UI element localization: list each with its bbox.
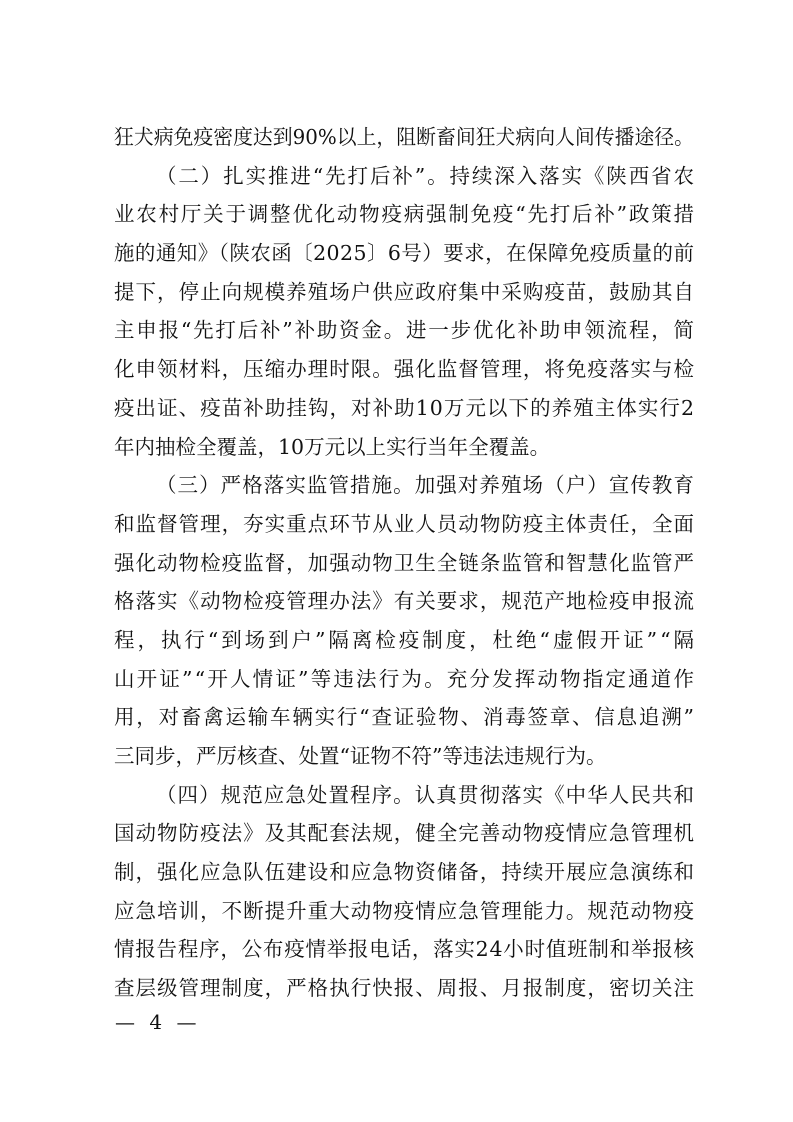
text-line-content: 业农村厅关于调整优化动物疫病强制免疫“先打后补”政策措 — [114, 202, 696, 227]
text-line — [114, 853, 694, 892]
text-line — [114, 350, 694, 389]
text-line-content: 提下，停止向规模养殖场户供应政府集中采购疫苗，鼓励其自 — [114, 279, 696, 304]
text-line-content: 应急培训，不断提升重大动物疫情应急管理能力。规范动物疫 — [114, 898, 696, 923]
text-line-content: 三同步，严厉核查、处置“证物不符”等违法违规行为。 — [114, 744, 607, 768]
text-line-content: 主申报“先打后补”补助资金。进一步优化补助申领流程，简 — [114, 318, 696, 343]
text-line — [114, 466, 694, 505]
text-line-content: 化申领材料，压缩办理时限。强化监督管理，将免疫落实与检 — [114, 357, 696, 382]
text-line — [114, 582, 694, 621]
text-line — [114, 621, 697, 660]
document-body — [114, 118, 697, 1008]
text-line-content: 格落实《动物检疫管理办法》有关要求，规范产地检疫申报流 — [114, 589, 696, 614]
text-line — [114, 118, 694, 157]
text-line-content: 年内抽检全覆盖，10万元以上实行当年全覆盖。 — [114, 434, 551, 459]
text-line-content: 山开证”“开人情证”等违法行为。充分发挥动物指定通道作 — [114, 666, 697, 691]
text-line-content: 强化动物检疫监督，加强动物卫生全链条监管和智慧化监管严 — [114, 550, 696, 575]
text-line — [114, 776, 694, 815]
text-line — [114, 505, 694, 544]
text-line — [114, 389, 694, 428]
text-line — [114, 157, 694, 196]
text-line — [114, 273, 694, 312]
text-line-content: 狂犬病免疫密度达到90%以上，阻断畜间狂犬病向人间传播途径。 — [114, 125, 694, 149]
text-line-content: 疫出证、疫苗补助挂钩，对补助10万元以下的养殖主体实行2 — [114, 395, 696, 420]
text-line — [114, 660, 697, 699]
text-line-content: （四）规范应急处置程序。认真贯彻落实《中华人民共和 — [156, 782, 696, 807]
text-line-content: 情报告程序，公布疫情举报电话，落实24小时值班制和举报核 — [114, 937, 695, 962]
text-line — [114, 737, 694, 776]
text-line — [114, 930, 694, 969]
text-line-content: 制，强化应急队伍建设和应急物资储备，持续开展应急演练和 — [114, 860, 696, 885]
text-line — [114, 234, 694, 273]
text-line-content: 程，执行“到场到户”隔离检疫制度，杜绝“虚假开证”“隔 — [114, 627, 697, 652]
text-line — [114, 428, 694, 467]
text-line-content: 国动物防疫法》及其配套法规，健全完善动物疫情应急管理机 — [114, 821, 696, 846]
text-line — [114, 969, 694, 1008]
text-line — [114, 698, 694, 737]
text-line — [114, 814, 694, 853]
page-number: — 4 — — [115, 1010, 201, 1034]
text-line-content: 查层级管理制度，严格执行快报、周报、月报制度，密切关注 — [114, 976, 696, 1001]
text-line — [114, 195, 694, 234]
text-line-content: 施的通知》（陕农函〔2025〕6号）要求，在保障免疫质量的前 — [114, 241, 695, 266]
text-line — [114, 311, 694, 350]
text-line-content: 和监督管理，夯实重点环节从业人员动物防疫主体责任，全面 — [114, 511, 696, 536]
text-line — [114, 544, 694, 583]
text-line — [114, 892, 694, 931]
text-line-content: （二）扎实推进“先打后补”。持续深入落实《陕西省农 — [156, 163, 696, 188]
text-line-content: 用，对畜禽运输车辆实行“查证验物、消毒签章、信息追溯” — [114, 705, 696, 730]
text-line-content: （三）严格落实监管措施。加强对养殖场（户）宣传教育 — [156, 473, 696, 498]
